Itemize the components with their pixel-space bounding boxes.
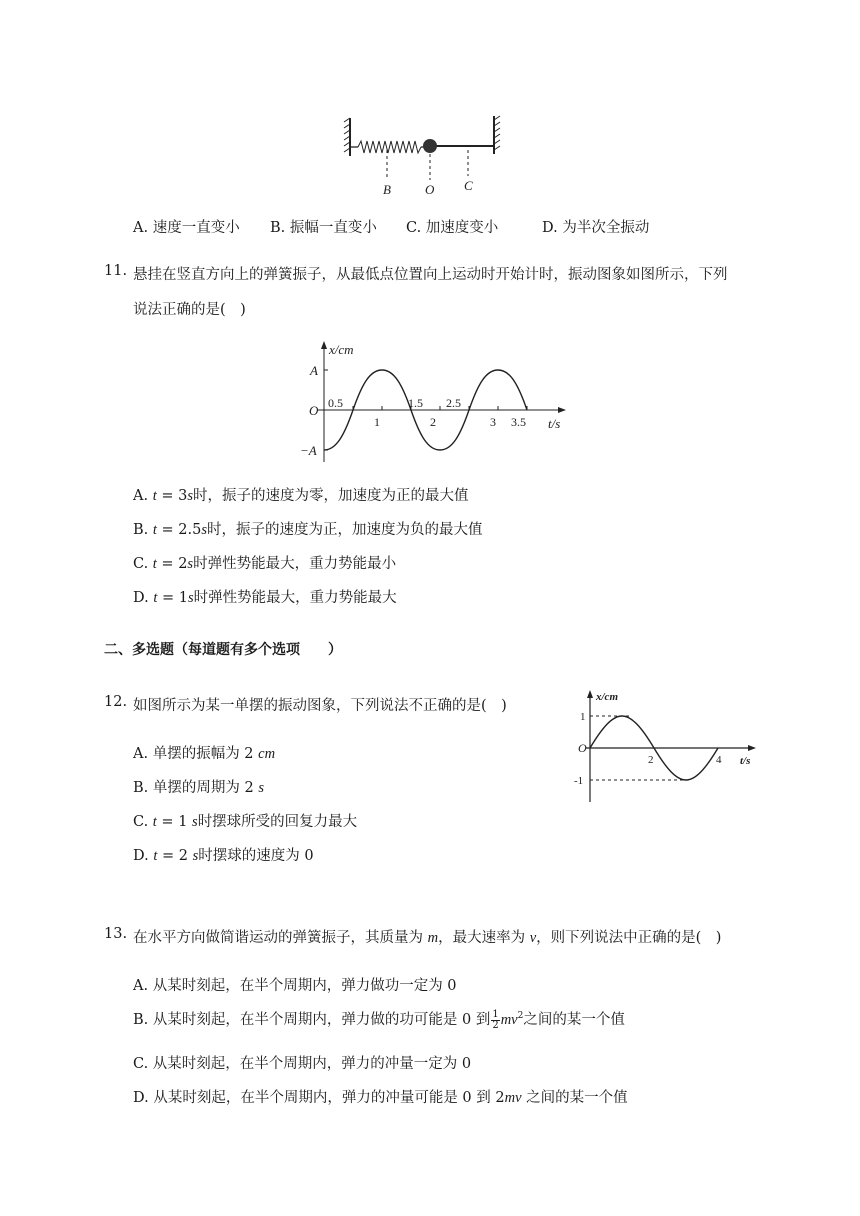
exponent: 2 [517,1011,524,1022]
option-letter: D. [133,1090,149,1106]
x-tick-4: 4 [716,754,722,766]
option-letter: B. [270,220,286,236]
eq-value: = 2 [156,556,188,572]
tick-3: 3 [490,415,496,429]
eq-value: = 2.5 [156,522,202,538]
numerator: 1 [492,1008,499,1020]
denominator: 2 [492,1019,499,1031]
option-text: 时，振子的速度为零，加速度为正的最大值 [192,488,469,504]
y-tick-1: 1 [580,711,586,723]
var-m: m [427,930,439,946]
tick-2: 2 [430,415,436,429]
q11-option-a[interactable] [133,484,468,505]
fraction-half [491,1010,499,1031]
stem-part: 在水平方向做简谐运动的弹簧振子，其质量为 [133,930,428,946]
label-C: C [464,178,473,193]
option-letter: C. [133,814,149,830]
y-axis-label: x/cm [329,342,354,357]
spring-oscillator-figure [340,110,510,200]
tick-1.5: 1.5 [408,396,423,410]
label-B: B [383,182,391,197]
q11-stem-line1: 悬挂在竖直方向上的弹簧振子，从最低点位置向上运动时开始计时，振动图象如图所示，下列 [133,267,728,283]
eq-value: = 2 [157,848,193,864]
x-axis-label: t/s [740,755,751,767]
option-letter: C. [406,220,422,236]
option-text: 速度一直变小 [152,220,240,236]
tick-1: 1 [374,415,380,429]
label-A: A [310,363,318,378]
q11-vibration-graph [300,338,570,468]
q13-option-d[interactable] [133,1086,628,1107]
option-text: 为半次全振动 [562,220,650,236]
var-v: v [529,930,537,946]
var-t: t [152,522,157,538]
option-letter: A. [133,746,149,762]
label-origin: O [309,403,319,418]
label-origin: O [578,741,587,755]
q12-option-d[interactable] [133,844,314,865]
q10-option-b[interactable] [270,216,377,237]
q10-option-a[interactable] [133,216,240,237]
option-text: 时弹性势能最大，重力势能最小 [193,556,397,572]
option-text: 单摆的振幅为 2 [152,746,259,762]
option-text: 时弹性势能最大，重力势能最大 [193,590,397,606]
option-text: 振幅一直变小 [289,220,377,236]
q12-stem: 如图所示为某一单摆的振动图象，下列说法不正确的是( ) [133,698,507,714]
q12-pendulum-graph [572,688,762,808]
q11-number: 11. [104,263,128,279]
tick-2.5: 2.5 [446,396,461,410]
option-text: 从某时刻起，在半个周期内，弹力做的功可能是 0 到 [152,1012,491,1028]
eq-value: = 1 [156,814,193,830]
q13-option-c[interactable] [133,1052,471,1073]
q11-option-b[interactable] [133,518,483,539]
unit-s: s [187,556,194,572]
q11-option-d[interactable] [133,586,397,607]
option-text-tail: 之间的某一个值 [523,1012,625,1028]
option-letter: B. [133,1012,149,1028]
q11-stem-line2: 说法正确的是( ) [133,302,246,318]
tick-0.5: 0.5 [328,396,343,410]
section-heading: 二、多选题（每道题有多个选项 ） [104,642,342,658]
stem-part: ，则下列说法中正确的是( ) [536,930,722,946]
unit-s: s [201,522,207,538]
option-text: 时摆球的速度为 0 [198,848,314,864]
q12-option-a[interactable] [133,742,275,763]
x-tick-2: 2 [648,754,654,766]
q11-option-c[interactable] [133,552,396,573]
label-O: O [425,182,435,197]
q12-option-c[interactable] [133,810,357,831]
option-letter: A. [133,220,149,236]
option-text: 加速度变小 [425,220,499,236]
var-t: t [152,488,157,504]
option-text: 从某时刻起，在半个周期内，弹力的冲量一定为 0 [152,1056,472,1072]
x-axis-label: t/s [548,416,561,431]
option-letter: B. [133,522,149,538]
unit-s: s [187,488,193,504]
unit-s: s [192,848,199,864]
var-mv: mv [504,1090,522,1106]
stem-part: ，最大速率为 [438,930,530,946]
eq-value: = 1 [157,590,188,606]
option-text: 从某时刻起，在半个周期内，弹力的冲量可能是 0 到 2 [153,1090,505,1106]
unit-s: s [187,590,194,606]
option-letter: A. [133,978,149,994]
var-t: t [152,556,157,572]
q13-stem [133,926,721,947]
option-letter: B. [133,780,149,796]
option-letter: C. [133,1056,149,1072]
option-text-tail: 之间的某一个值 [521,1090,628,1106]
unit-cm: cm [258,746,276,762]
var-mv: mv [500,1012,518,1028]
q10-option-c[interactable] [406,216,498,237]
q13-option-b[interactable] [133,1008,625,1031]
option-text: 时，振子的速度为正，加速度为负的最大值 [207,522,483,538]
option-letter: D. [542,220,558,236]
option-text: 单摆的周期为 2 [152,780,259,796]
q13-number: 13. [104,926,128,942]
label-negA: −A [300,443,317,458]
unit-s: s [192,814,198,830]
q12-number: 12. [104,694,128,710]
y-tick-neg1: -1 [574,775,584,787]
q12-option-b[interactable] [133,776,264,797]
option-text: 时摆球所受的回复力最大 [197,814,358,830]
q13-option-a[interactable] [133,974,457,995]
option-letter: A. [133,488,149,504]
q10-option-d[interactable] [542,216,649,237]
option-letter: D. [133,590,149,606]
eq-value: = 3 [156,488,188,504]
var-t: t [153,590,158,606]
tick-3.5: 3.5 [511,415,526,429]
option-letter: C. [133,556,149,572]
var-t: t [152,814,157,830]
unit-s: s [258,780,264,796]
option-letter: D. [133,848,149,864]
y-axis-label: x/cm [596,691,618,703]
var-t: t [153,848,158,864]
option-text: 从某时刻起，在半个周期内，弹力做功一定为 0 [152,978,457,994]
